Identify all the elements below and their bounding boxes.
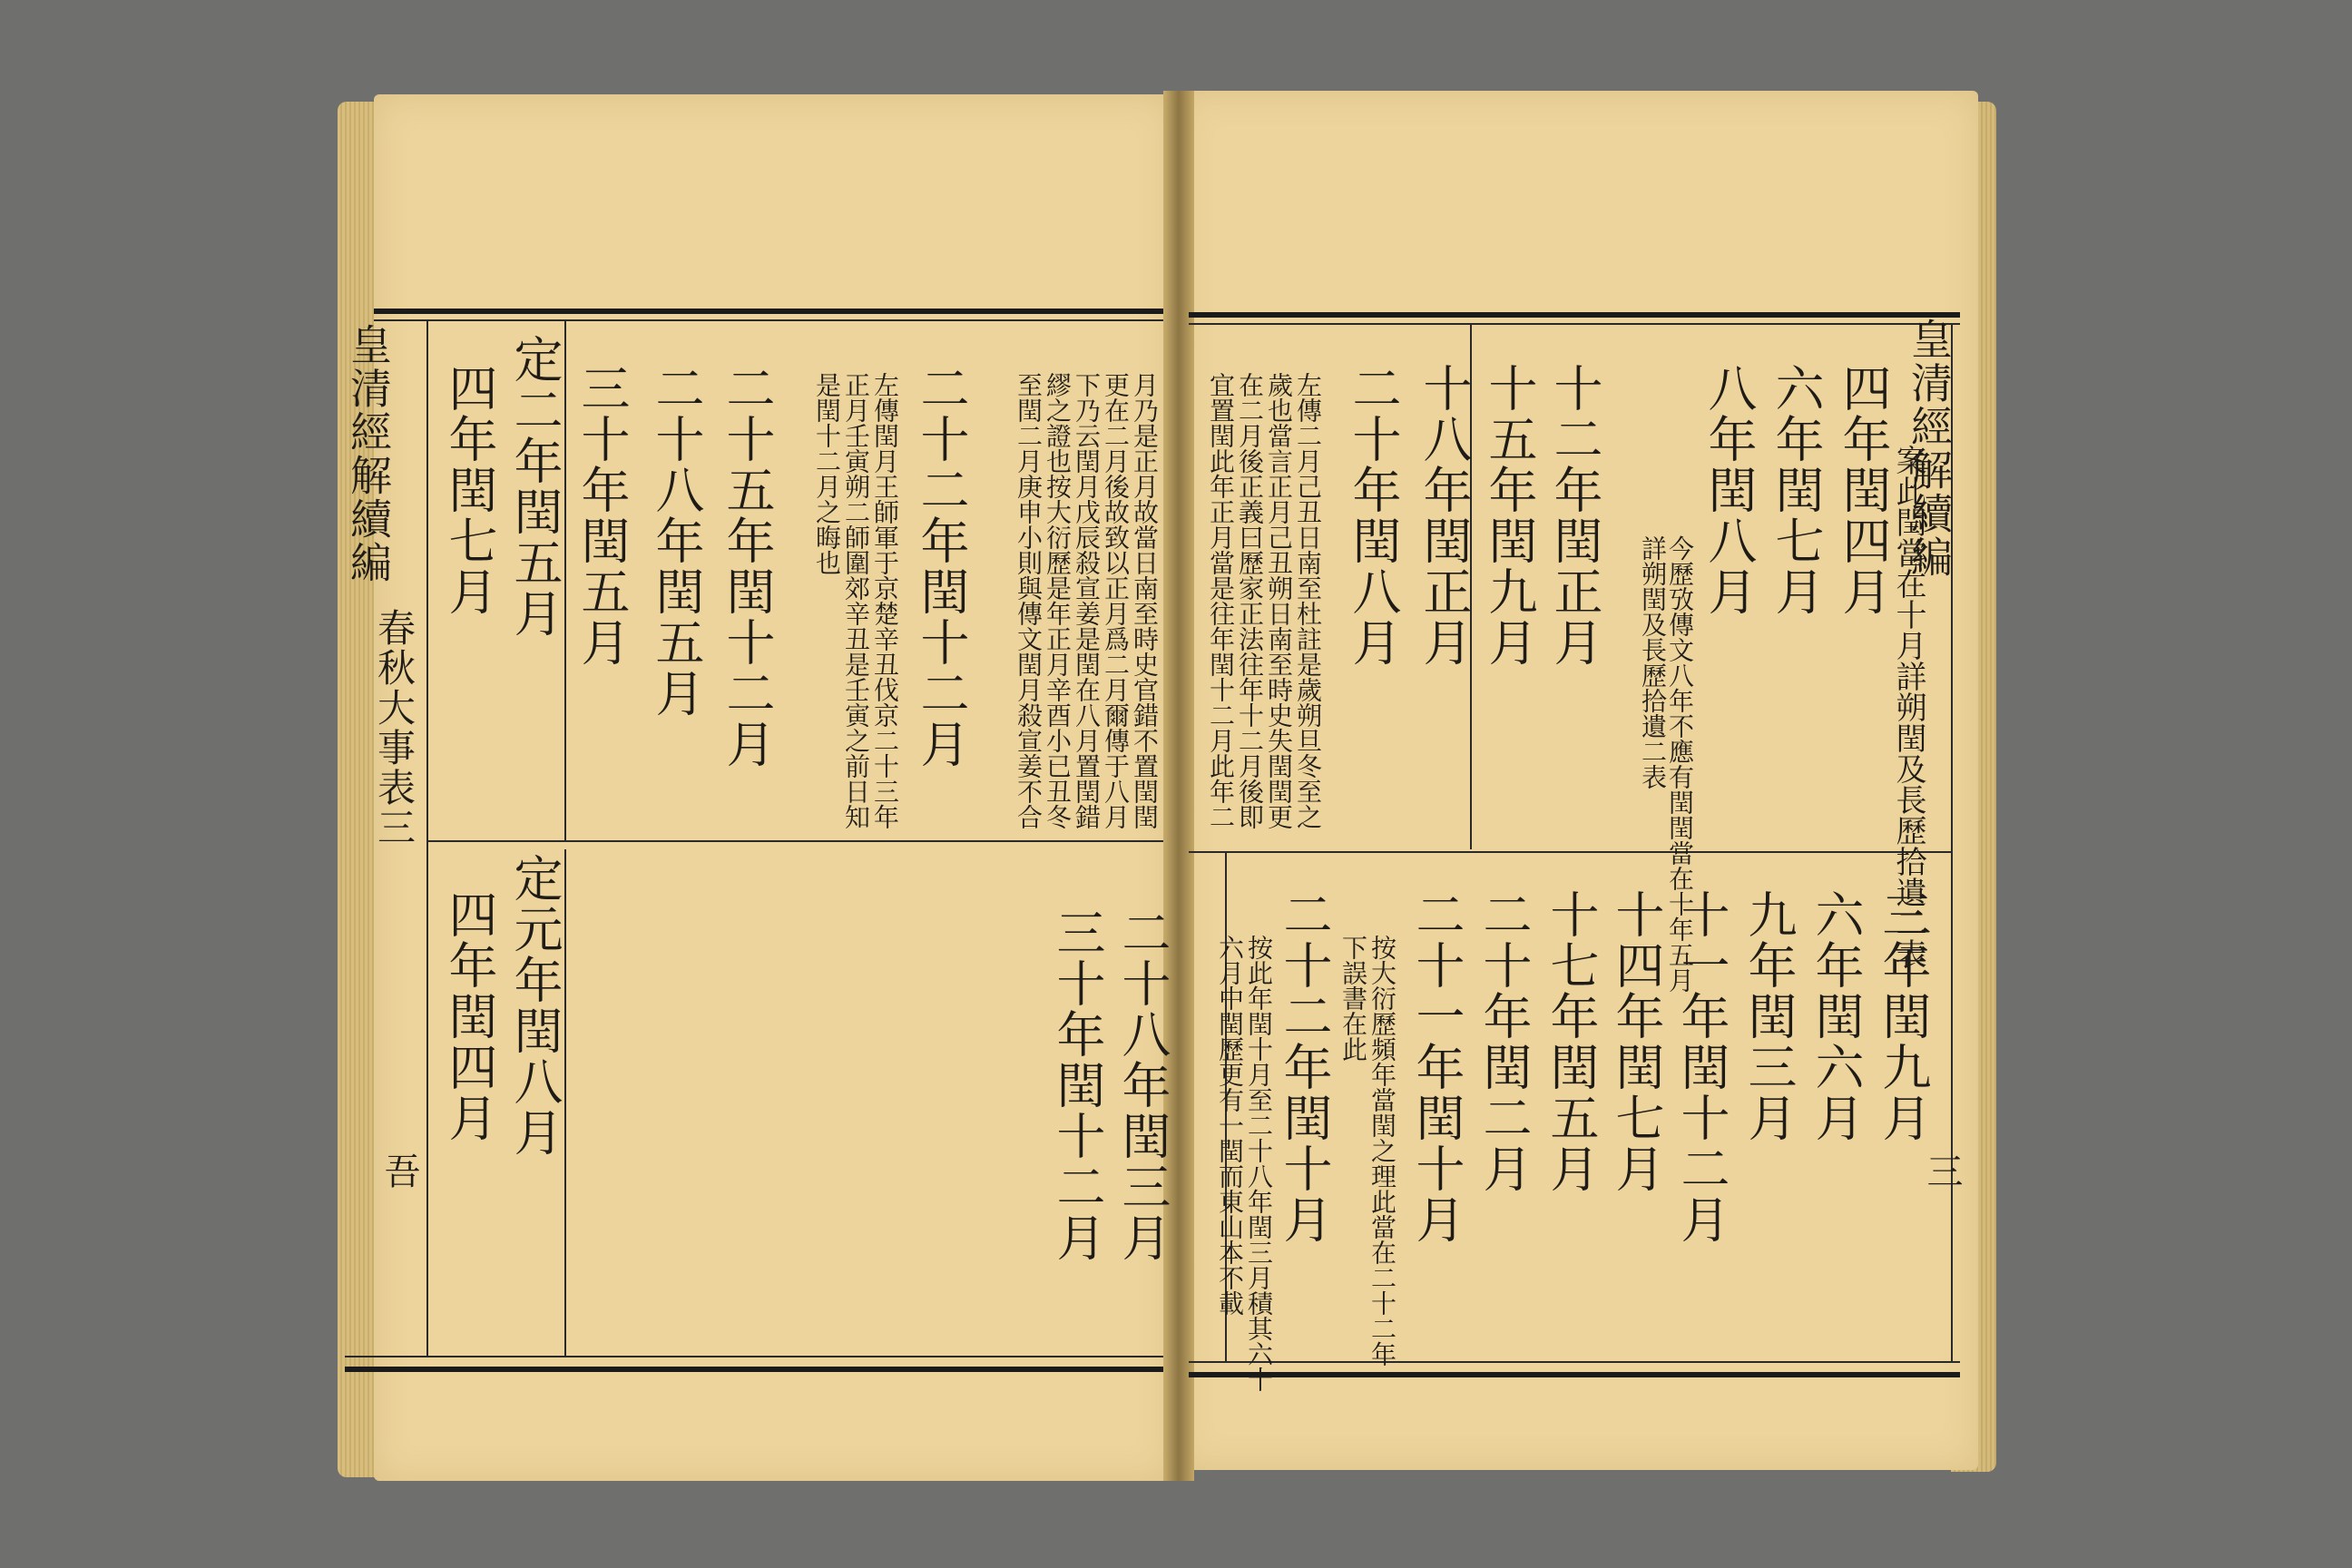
left-entry-6: 二十二年閏十二月 <box>913 363 970 769</box>
right-entry-3: 八年閏八月 <box>1700 363 1758 617</box>
right-entry-5: 十五年閏九月 <box>1481 363 1538 668</box>
left-entry-5: 二十五年閏十二月 <box>719 363 776 769</box>
book-gutter <box>1163 91 1194 1481</box>
right-lower-entry-6: 十七年閏五月 <box>1543 889 1600 1194</box>
left-entry-1: 定二年閏五月 <box>506 334 564 639</box>
right-bottom-rule <box>1189 1372 1960 1377</box>
right-mid-rule <box>1189 851 1951 853</box>
left-lower-entry-3: 二十八年閏三月 <box>1114 907 1171 1263</box>
right-lower-entry-1: 三年閏九月 <box>1875 889 1932 1143</box>
left-note-4: 月乃是正月故當日南至時史官錯不置閏閏 <box>1130 372 1160 829</box>
left-note-1: 左傳閏月王師軍于京楚辛丑伐京二十三年 <box>870 372 900 829</box>
right-entry-6: 十八年閏正月 <box>1416 363 1473 668</box>
right-note-8: 下誤書在此 <box>1338 935 1368 1062</box>
right-note-2: 詳朔閏及長歷拾遺二表 <box>1638 535 1668 789</box>
right-lower-entry-5: 十四年閏七月 <box>1608 889 1665 1194</box>
right-bottom-rule-inner <box>1189 1361 1960 1363</box>
left-note-6: 下乃云閏月戊辰殺宣姜是閏在八月置閏錯 <box>1072 372 1102 829</box>
right-note-3: 左傳二月己丑日南至杜註是歲朔旦冬至之 <box>1293 372 1323 829</box>
right-entry-1: 四年閏四月 <box>1835 363 1892 617</box>
right-folio: 三 <box>1921 1152 1963 1191</box>
right-note-6: 宜置閏此年正月當是往年閏十二月此年二 <box>1206 372 1236 829</box>
right-lower-entry-3: 九年閏三月 <box>1740 889 1798 1143</box>
left-note-3: 是閏十二月之晦也 <box>812 372 842 575</box>
left-note-7: 繆之證也按大衍歷是年正月辛酉小已丑冬 <box>1043 372 1073 829</box>
right-note-10: 六月中閏歷更有一閏而東山本不載 <box>1215 935 1245 1316</box>
left-lower-entry-4: 三十年閏十二月 <box>1049 907 1106 1263</box>
right-top-rule-inner <box>1189 323 1960 325</box>
right-note-1: 今歷攷傳文八年不應有閏閏當在十年五月 <box>1665 535 1695 993</box>
right-margin-title: 皇清經解續編 <box>1905 318 1954 579</box>
right-entry-4: 十二年閏正月 <box>1546 363 1603 668</box>
left-bottom-rule <box>345 1367 1163 1372</box>
left-note-2: 正月壬寅朔二師圍郊辛丑是壬寅之前日知 <box>841 372 871 829</box>
right-note-9: 按此年閏十月至二十八年閏三月積其六十 <box>1244 935 1274 1392</box>
right-note-5: 在二月後正義曰歷家正法往年十二月後即 <box>1235 372 1265 829</box>
right-margin-subtitle: 案此閏當在十月詳朔閏及長歷拾遺二表 <box>1890 445 1926 969</box>
left-top-rule-inner <box>374 319 1163 321</box>
left-mid-rule <box>426 840 1163 842</box>
right-top-rule <box>1189 312 1960 318</box>
right-note-4: 歲也當言正月己丑朔日南至時史失閏閏更 <box>1264 372 1294 829</box>
left-folio: 吾 <box>378 1152 420 1191</box>
right-entry-7: 二十年閏八月 <box>1345 363 1402 668</box>
left-top-rule <box>374 309 1163 314</box>
left-divider-v3 <box>564 849 566 1356</box>
left-lower-entry-2: 四年閏四月 <box>441 889 498 1143</box>
left-lower-entry-1: 定元年閏八月 <box>506 853 564 1158</box>
left-divider-v1 <box>426 319 428 1356</box>
right-lower-entry-4: 十一年閏十二月 <box>1673 889 1730 1245</box>
left-bottom-rule-inner <box>345 1356 1163 1357</box>
right-lower-entry-8: 二十一年閏十月 <box>1408 889 1465 1245</box>
left-note-5: 更在二月後故致以正月爲二月爾傳于八月 <box>1101 372 1131 829</box>
left-entry-4: 二十八年閏五月 <box>648 363 705 719</box>
right-lower-entry-2: 六年閏六月 <box>1808 889 1865 1143</box>
right-entry-2: 六年閏七月 <box>1768 363 1825 617</box>
left-note-8: 至閏二月庚申小則與傳文閏月殺宣姜不合 <box>1014 372 1044 829</box>
left-entry-3: 三十年閏五月 <box>573 363 631 668</box>
left-entry-2: 四年閏七月 <box>441 363 498 617</box>
left-margin-subtitle: 春秋大事表三 <box>372 608 416 848</box>
right-note-7: 按大衍歷頻年當閏之理此當在二十二年 <box>1367 935 1397 1367</box>
left-divider-v2 <box>564 319 566 840</box>
right-lower-entry-9: 二十二年閏十月 <box>1276 889 1333 1245</box>
right-lower-entry-7: 二十年閏二月 <box>1475 889 1533 1194</box>
left-margin-title: 皇清經解續編 <box>344 323 393 584</box>
